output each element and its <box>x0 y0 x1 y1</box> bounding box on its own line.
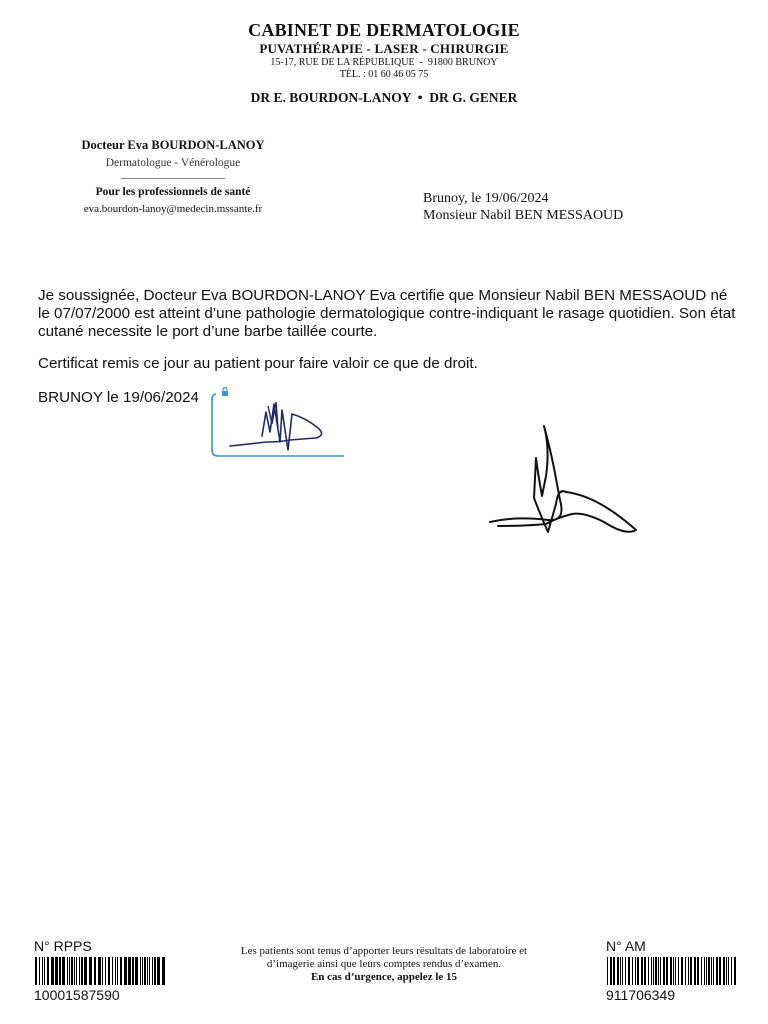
barcode-bar <box>610 957 612 985</box>
barcode-bar <box>102 957 103 985</box>
barcode-bar <box>613 957 615 985</box>
doctor-email[interactable]: eva.bourdon-lanoy@medecin.mssante.fr <box>83 203 263 215</box>
professional-label: Pour les professionnels de santé <box>95 186 251 198</box>
barcode-bar <box>147 957 148 985</box>
barcode-bar <box>663 957 665 985</box>
barcode-bar <box>42 957 43 985</box>
barcode-bar <box>44 957 45 985</box>
certificate-closing: Certificat remis ce jour au patient pour faire valoir ce que de droit. <box>38 355 478 372</box>
barcode-bar <box>39 957 40 985</box>
doctor-name: Docteur Eva BOURDON-LANOY <box>81 138 265 152</box>
barcode-bar <box>694 957 696 985</box>
certificate-paragraph: Je soussignée, Docteur Eva BOURDON-LANOY Eva certifie que Monsieur Nabil BEN MESSAOUD né le 07/07/2000 est atteint d’une pathologie dermatologique contre-indiquant le rasage quotidien. Son état cutané necessite le port d’une barbe taillée courte. <box>38 287 736 340</box>
barcode-bar <box>728 957 729 985</box>
barcode-bar <box>69 957 70 985</box>
rpps-number: 10001587590 <box>34 987 120 1003</box>
barcode-bar <box>704 957 705 985</box>
barcode-bar <box>81 957 83 985</box>
barcode-bar <box>144 957 146 985</box>
barcode-bar <box>120 957 122 985</box>
barcode-bar <box>655 957 657 985</box>
electronic-signature <box>210 384 344 462</box>
barcode-bar <box>128 957 131 985</box>
barcode-bar <box>76 957 77 985</box>
barcode-bar <box>115 957 116 985</box>
barcode-bar <box>620 957 621 985</box>
divider <box>121 178 225 179</box>
barcode-bar <box>84 957 87 985</box>
barcode-bar <box>675 957 676 985</box>
barcode-bar <box>641 957 643 985</box>
barcode-bar <box>653 957 654 985</box>
barcode-bar <box>74 957 75 985</box>
cabinet-doctors: DR E. BOURDON-LANOY • DR G. GENER <box>250 90 518 105</box>
barcode-bar <box>635 957 636 985</box>
barcode-bar <box>734 957 736 985</box>
barcode-bar <box>135 957 138 985</box>
barcode-bar <box>162 957 165 985</box>
barcode-bar <box>112 957 113 985</box>
barcode-bar <box>132 957 134 985</box>
barcode-bar <box>673 957 674 985</box>
barcode-bar <box>670 957 672 985</box>
am-label: N° AM <box>606 938 646 954</box>
barcode-bar <box>71 957 73 985</box>
cabinet-address: 15-17, RUE DE LA RÉPUBLIQUE - 91800 BRUNOY <box>270 57 498 68</box>
place-date: Brunoy, le 19/06/2024 <box>423 191 549 206</box>
barcode-bar <box>117 957 118 985</box>
recipient: Monsieur Nabil BEN MESSAOUD <box>423 208 624 223</box>
barcode-bar <box>632 957 633 985</box>
footer-note-line: d’imagerie ainsi que leurs comptes rendus d’examen. <box>266 958 502 970</box>
handwritten-signature <box>486 418 638 542</box>
barcode-bar <box>681 957 683 985</box>
cabinet-subtitle: PUVATHÉRAPIE - LASER - CHIRURGIE <box>259 41 509 56</box>
barcode-bar <box>67 957 68 985</box>
barcode-bar <box>94 957 96 985</box>
barcode-bar <box>108 957 110 985</box>
barcode-bar <box>726 957 727 985</box>
barcode-bar <box>723 957 725 985</box>
barcode-bar <box>140 957 141 985</box>
footer-note <box>200 945 568 984</box>
barcode-bar <box>666 957 668 985</box>
barcode-bar <box>59 957 61 985</box>
barcode-bar <box>105 957 106 985</box>
barcode-bar <box>55 957 58 985</box>
rpps-label: N° RPPS <box>34 938 92 954</box>
barcode-bar <box>79 957 80 985</box>
doctor-specialty: Dermatologue - Vénérologue <box>105 157 241 169</box>
barcode-bar <box>678 957 679 985</box>
am-barcode <box>606 957 740 985</box>
barcode-bar <box>98 957 101 985</box>
barcode-bar <box>157 957 160 985</box>
am-number: 911706349 <box>606 987 676 1003</box>
lock-icon <box>222 388 228 397</box>
barcode-bar <box>708 957 710 985</box>
barcode-bar <box>644 957 646 985</box>
emergency-notice: En cas d’urgence, appelez le 15 <box>310 971 458 983</box>
barcode-bar <box>690 957 692 985</box>
barcode-bar <box>152 957 153 985</box>
barcode-bar <box>47 957 49 985</box>
footer-note-line: Les patients sont tenus d’apporter leurs résultats de laboratoire et <box>240 945 528 957</box>
barcode-bar <box>628 957 630 985</box>
barcode-bar <box>660 957 661 985</box>
barcode-bar <box>622 957 623 985</box>
barcode-bar <box>35 957 37 985</box>
barcode-bar <box>651 957 652 985</box>
rpps-barcode <box>34 957 168 985</box>
barcode-bar <box>51 957 54 985</box>
barcode-bar <box>731 957 732 985</box>
barcode-bar <box>688 957 689 985</box>
barcode-bar <box>711 957 712 985</box>
barcode-bar <box>685 957 686 985</box>
barcode-bar <box>149 957 150 985</box>
cabinet-title: CABINET DE DERMATOLOGIE <box>248 20 520 40</box>
barcode-bar <box>706 957 707 985</box>
barcode-bar <box>89 957 92 985</box>
barcode-bar <box>648 957 649 985</box>
barcode-bar <box>697 957 699 985</box>
barcode-bar <box>617 957 619 985</box>
cabinet-phone: TÉL. : 01 60 46 05 75 <box>339 69 429 80</box>
barcode-bar <box>719 957 721 985</box>
barcode-bar <box>716 957 718 985</box>
signoff-date: BRUNOY le 19/06/2024 <box>38 389 199 406</box>
barcode-bar <box>124 957 127 985</box>
barcode-bar <box>154 957 156 985</box>
barcode-bar <box>637 957 639 985</box>
barcode-bar <box>62 957 65 985</box>
barcode-bar <box>142 957 143 985</box>
barcode-bar <box>713 957 714 985</box>
barcode-bar <box>625 957 626 985</box>
barcode-bar <box>607 957 608 985</box>
barcode-bar <box>658 957 659 985</box>
barcode-bar <box>701 957 702 985</box>
